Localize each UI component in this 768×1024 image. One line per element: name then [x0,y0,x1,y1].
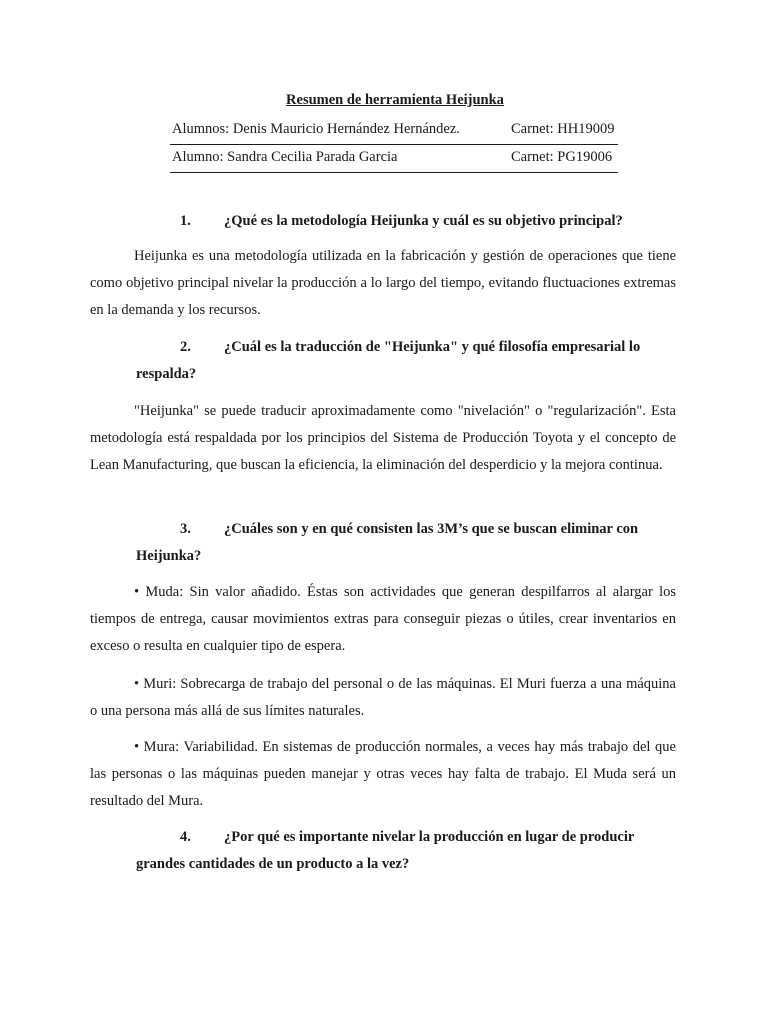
bullet-text: • Muri: Sobrecarga de trabajo del personal o de las máquinas. El Muri fuerza a una máquina o una persona más allá de sus límites naturales. [90,676,676,719]
answer-2 [90,398,676,479]
students-block [170,117,618,173]
bullet-muri [90,671,676,725]
student-carnet: Carnet: PG19006 [511,149,613,165]
question-text: ¿Cuáles son y en qué consisten las 3M’s que se buscan eliminar con Heijunka? [136,521,639,564]
student-name: Alumno: Sandra Cecilia Parada Garcia [172,149,398,165]
question-number: 3. [180,521,191,537]
student-row [170,117,618,145]
bullet-muda [90,579,676,660]
bullet-text: • Muda: Sin valor añadido. Éstas son actividades que generan despilfarros al alargar los tiempos de entrega, causar movimientos extras para conseguir piezas o útiles, crear inventarios en exceso o resulta en cualquier tipo de espera. [90,584,676,654]
student-row [170,145,618,173]
question-4 [136,824,656,878]
question-text: ¿Por qué es importante nivelar la producción en lugar de producir grandes cantidades de un producto a la vez? [136,829,635,872]
student-name: Alumnos: Denis Mauricio Hernández Hernández. [172,121,460,137]
question-number: 4. [180,829,191,845]
question-text: ¿Cuál es la traducción de "Heijunka" y qué filosofía empresarial lo respalda? [136,339,641,382]
answer-1 [90,243,676,324]
bullet-text: • Mura: Variabilidad. En sistemas de producción normales, a veces hay más trabajo del que las personas o las máquinas pueden manejar y otras veces hay falta de trabajo. El Muda será un resultado del Mura. [90,739,676,809]
student-carnet: Carnet: HH19009 [511,121,615,137]
question-text: ¿Qué es la metodología Heijunka y cuál es su objetivo principal? [224,213,623,229]
question-2 [136,334,656,388]
bullet-mura [90,734,676,815]
document-title: Resumen de herramienta Heijunka [286,92,504,108]
answer-text: Heijunka es una metodología utilizada en la fabricación y gestión de operaciones que tiene como objetivo principal nivelar la producción a lo largo del tiempo, evitando fluctuaciones extremas en la demanda y los recursos. [90,248,676,318]
question-3 [136,516,656,570]
question-number: 2. [180,339,191,355]
question-1 [136,208,656,235]
question-number: 1. [180,213,191,229]
answer-text: "Heijunka" se puede traducir aproximadamente como "nivelación" o "regularización". Esta metodología está respaldada por los principios del Sistema de Producción Toyota y el concepto de Lean Manufacturing, que buscan la eficiencia, la eliminación del desperdicio y la mejora continua. [90,403,676,473]
